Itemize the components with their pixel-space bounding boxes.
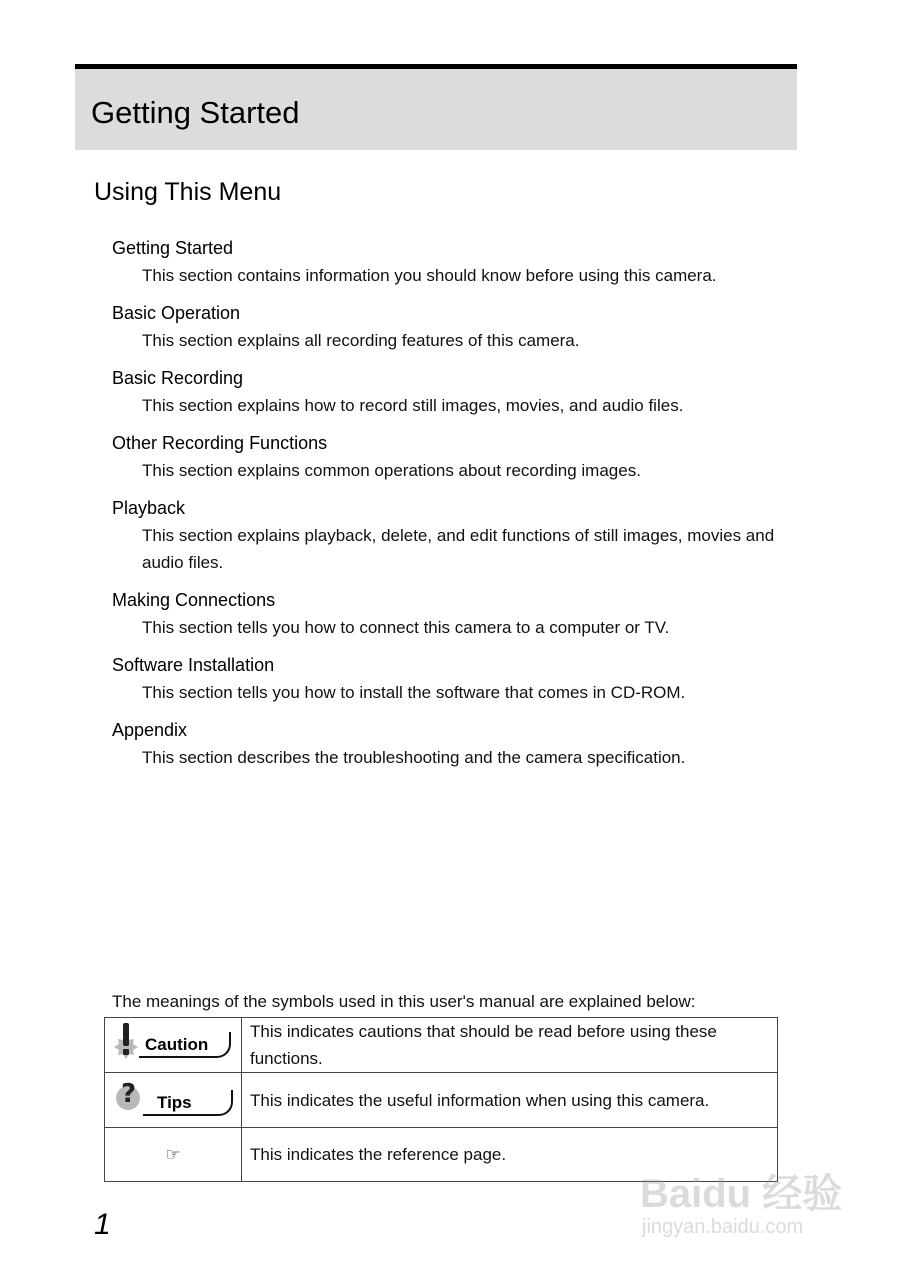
item-description: This section tells you how to install the software that comes in CD-ROM. [142, 683, 686, 702]
tips-badge [105, 1073, 241, 1127]
menu-list [112, 236, 802, 783]
table-row [105, 1073, 778, 1128]
item-description: This section explains how to record still images, movies, and audio files. [142, 396, 684, 415]
legend-description: This indicates cautions that should be read before using these functions. [242, 1018, 778, 1073]
watermark-url: jingyan.baidu.com [642, 1216, 804, 1238]
list-item [112, 653, 802, 706]
item-description: This section describes the troubleshooting and the camera specification. [142, 748, 686, 767]
legend-description: This indicates the useful information when using this camera. [242, 1073, 778, 1128]
list-item [112, 301, 802, 354]
item-heading: Basic Operation [112, 303, 241, 323]
list-item [112, 431, 802, 484]
watermark-logo-text: Baidu 经验 [640, 1172, 843, 1216]
symbol-cell [105, 1018, 242, 1073]
badge-underline [139, 1032, 231, 1058]
item-description: This section explains playback, delete, and edit functions of still images, movies and audio files. [142, 526, 775, 572]
item-heading: Making Connections [112, 590, 276, 610]
symbol-cell [105, 1073, 242, 1128]
caution-label: Caution [145, 1035, 209, 1054]
list-item [112, 718, 802, 771]
item-heading: Software Installation [112, 655, 275, 675]
item-heading: Playback [112, 498, 186, 518]
section-title: Using This Menu [94, 178, 282, 206]
list-item [112, 236, 802, 289]
item-heading: Basic Recording [112, 368, 244, 388]
caution-icon [113, 1022, 139, 1062]
pointing-hand-icon: ☞ [165, 1145, 181, 1164]
caution-badge [105, 1018, 241, 1072]
list-item [112, 588, 802, 641]
table-row [105, 1018, 778, 1073]
symbol-cell [105, 1128, 242, 1182]
item-description: This section tells you how to connect this camera to a computer or TV. [142, 618, 670, 637]
svg-text:?: ? [121, 1079, 137, 1109]
tips-label: Tips [157, 1093, 192, 1112]
watermark [640, 1140, 860, 1250]
badge-underline [143, 1090, 233, 1116]
item-description: This section explains all recording features of this camera. [142, 331, 580, 350]
tips-icon [115, 1078, 143, 1112]
item-heading: Getting Started [112, 238, 234, 258]
legend-intro: The meanings of the symbols used in this user's manual are explained below: [112, 992, 696, 1011]
item-heading: Appendix [112, 720, 188, 740]
item-description: This section explains common operations about recording images. [142, 461, 641, 480]
list-item [112, 496, 802, 576]
item-heading: Other Recording Functions [112, 433, 328, 453]
chapter-title: Getting Started [91, 95, 300, 130]
page-number: 1 [94, 1208, 111, 1241]
item-description: This section contains information you should know before using this camera. [142, 266, 717, 285]
chapter-header [75, 64, 797, 150]
legend-description: This indicates the reference page. [242, 1128, 778, 1182]
list-item [112, 366, 802, 419]
